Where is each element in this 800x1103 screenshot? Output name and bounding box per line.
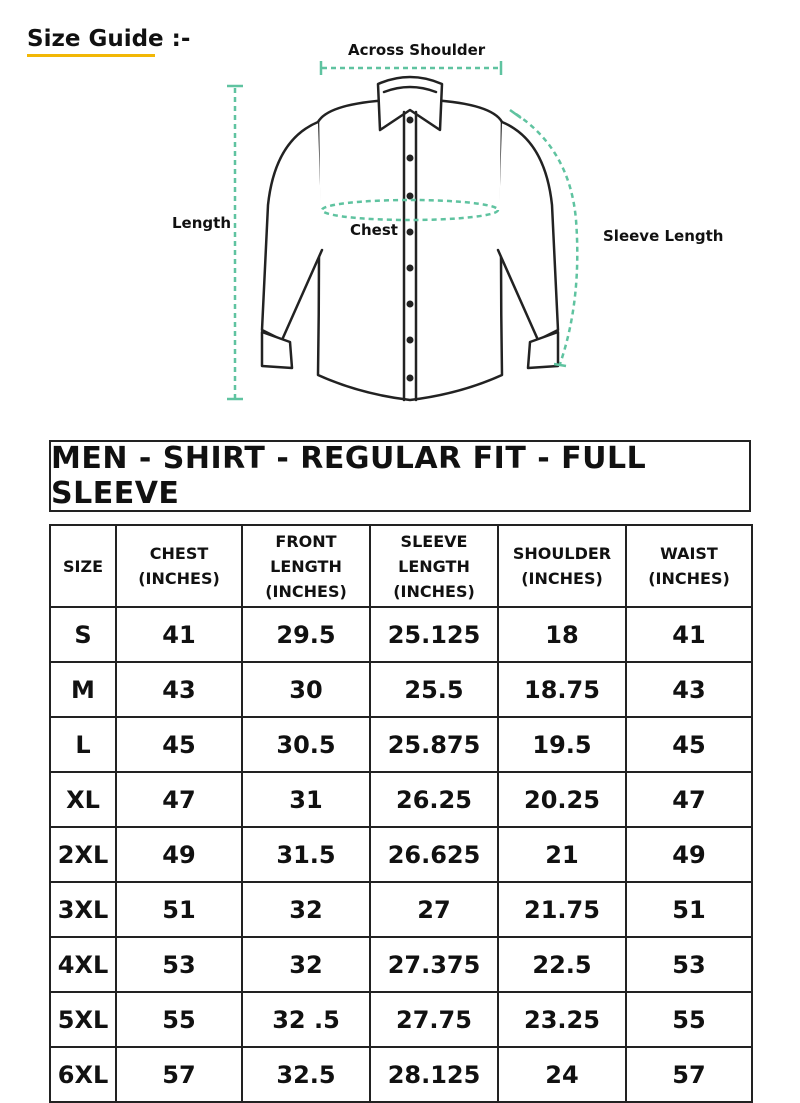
cell-sleeve-length: 28.125 xyxy=(370,1047,498,1102)
cell-chest: 45 xyxy=(116,717,242,772)
cell-chest: 49 xyxy=(116,827,242,882)
table-row xyxy=(50,1047,752,1102)
cell-front-length: 29.5 xyxy=(242,607,370,662)
cell-shoulder: 21.75 xyxy=(498,882,626,937)
cell-shoulder: 22.5 xyxy=(498,937,626,992)
cell-chest: 51 xyxy=(116,882,242,937)
cell-front-length: 32 xyxy=(242,937,370,992)
header-shoulder: SHOULDER (INCHES) xyxy=(498,525,626,607)
cell-size: S xyxy=(50,607,116,662)
cell-size: XL xyxy=(50,772,116,827)
header-waist: WAIST (INCHES) xyxy=(626,525,752,607)
cell-sleeve-length: 25.125 xyxy=(370,607,498,662)
cell-waist: 53 xyxy=(626,937,752,992)
table-title-box xyxy=(49,440,751,512)
cell-waist: 45 xyxy=(626,717,752,772)
cell-front-length: 32.5 xyxy=(242,1047,370,1102)
shirt-icon xyxy=(262,77,558,400)
cell-chest: 43 xyxy=(116,662,242,717)
cell-size: L xyxy=(50,717,116,772)
cell-waist: 57 xyxy=(626,1047,752,1102)
cell-waist: 55 xyxy=(626,992,752,1047)
cell-shoulder: 19.5 xyxy=(498,717,626,772)
cell-waist: 51 xyxy=(626,882,752,937)
cell-waist: 41 xyxy=(626,607,752,662)
cell-size: 6XL xyxy=(50,1047,116,1102)
cell-shoulder: 18.75 xyxy=(498,662,626,717)
table-row xyxy=(50,882,752,937)
cell-front-length: 30 xyxy=(242,662,370,717)
cell-sleeve-length: 26.625 xyxy=(370,827,498,882)
cell-sleeve-length: 27.75 xyxy=(370,992,498,1047)
table-row xyxy=(50,992,752,1047)
cell-waist: 49 xyxy=(626,827,752,882)
cell-front-length: 32 xyxy=(242,882,370,937)
table-row xyxy=(50,717,752,772)
cell-sleeve-length: 26.25 xyxy=(370,772,498,827)
length-label: Length xyxy=(172,214,231,232)
table-header-row xyxy=(50,525,752,607)
cell-sleeve-length: 27.375 xyxy=(370,937,498,992)
cell-sleeve-length: 25.5 xyxy=(370,662,498,717)
cell-size: 5XL xyxy=(50,992,116,1047)
header-sleeve-length: SLEEVE LENGTH (INCHES) xyxy=(370,525,498,607)
table-row xyxy=(50,827,752,882)
table-row xyxy=(50,937,752,992)
header-chest: CHEST (INCHES) xyxy=(116,525,242,607)
cell-front-length: 32 .5 xyxy=(242,992,370,1047)
cell-front-length: 30.5 xyxy=(242,717,370,772)
cell-chest: 47 xyxy=(116,772,242,827)
table-row xyxy=(50,607,752,662)
across-shoulder-label: Across Shoulder xyxy=(348,41,486,59)
cell-chest: 57 xyxy=(116,1047,242,1102)
header-size: SIZE xyxy=(50,525,116,607)
cell-shoulder: 23.25 xyxy=(498,992,626,1047)
cell-sleeve-length: 25.875 xyxy=(370,717,498,772)
cell-shoulder: 18 xyxy=(498,607,626,662)
cell-size: 2XL xyxy=(50,827,116,882)
chest-label: Chest xyxy=(350,221,398,239)
cell-waist: 47 xyxy=(626,772,752,827)
cell-shoulder: 21 xyxy=(498,827,626,882)
cell-size: M xyxy=(50,662,116,717)
size-table xyxy=(49,524,753,1103)
cell-shoulder: 24 xyxy=(498,1047,626,1102)
cell-waist: 43 xyxy=(626,662,752,717)
cell-size: 4XL xyxy=(50,937,116,992)
cell-shoulder: 20.25 xyxy=(498,772,626,827)
table-row xyxy=(50,772,752,827)
header-front-length: FRONT LENGTH (INCHES) xyxy=(242,525,370,607)
cell-size: 3XL xyxy=(50,882,116,937)
cell-chest: 53 xyxy=(116,937,242,992)
sleeve-length-label: Sleeve Length xyxy=(603,227,724,245)
cell-chest: 41 xyxy=(116,607,242,662)
cell-front-length: 31 xyxy=(242,772,370,827)
cell-chest: 55 xyxy=(116,992,242,1047)
table-row xyxy=(50,662,752,717)
shirt-diagram xyxy=(0,0,800,430)
cell-front-length: 31.5 xyxy=(242,827,370,882)
size-guide-title: Size Guide :- xyxy=(27,26,191,52)
table-title: MEN - SHIRT - REGULAR FIT - FULL SLEEVE xyxy=(51,441,647,511)
cell-sleeve-length: 27 xyxy=(370,882,498,937)
